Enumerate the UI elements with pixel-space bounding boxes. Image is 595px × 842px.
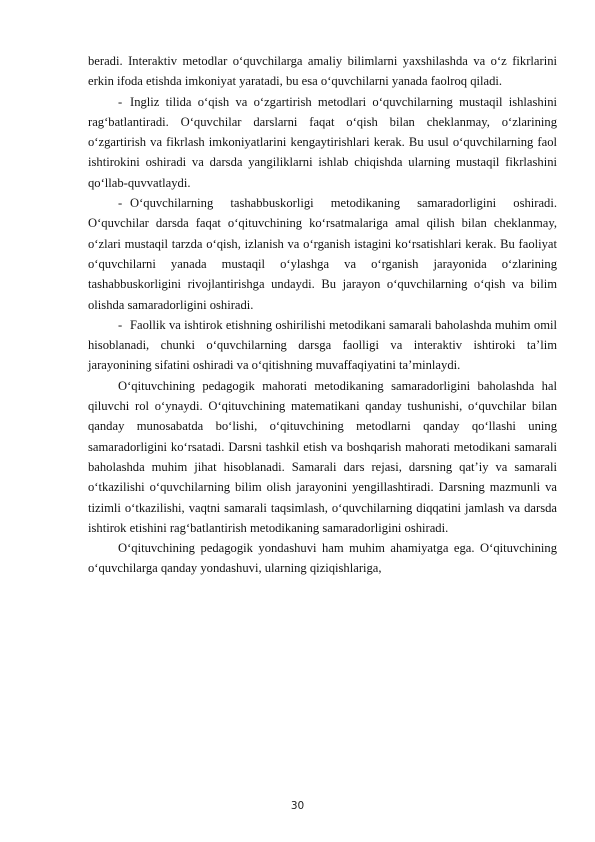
bullet-paragraph-4 [88, 315, 557, 376]
paragraph-text: O‘qituvchining pedagogik mahorati metodikaning samaradorligini baholashda hal qiluvchi rol o‘ynaydi. O‘qituvchining matematikani qanday tushunishi, o‘quvchilar bilan qanday munosabatda bo‘lishi, o‘qituvchining metodlarni qanday qo‘llashi uning samaradorligini ko‘rsatadi. Darsni tashkil etish va boshqarish mahorati metodikani samarali baholashda muhim jihat hisoblanadi. Samarali dars rejasi, darsning qat’iy va samarali o‘tkazilishi o‘quvchilarning bilim olish jarayonini yengillashtiradi. Darsning mazmunli va tizimli o‘tkazilishi, vaqtni samarali taqsimlash, o‘quvchilarning diqqatini jamlash va darsda ishtirok etishini rag‘batlantirish metodikaning samaradorligini oshiradi. [88, 378, 557, 535]
dash-bullet: - [118, 317, 123, 332]
paragraph-6 [88, 538, 557, 579]
paragraph-text: beradi. Interaktiv metodlar o‘quvchilarga amaliy bilimlarni yaxshilashda va o‘z fikrlarini erkin ifoda etishda imkoniyat yaratadi, bu esa o‘quvchilarni yanada faolroq qiladi. [88, 54, 557, 89]
bullet-paragraph-3 [88, 193, 557, 315]
page-number: 30 [290, 800, 305, 812]
paragraph-text: Faollik va ishtirok etishning oshirilishi metodikani samarali baholashda muhim omil hisoblanadi, chunki o‘quvchilarning darsga faolligi va interaktiv ishtiroki ta’lim jarayonining sifatini oshiradi va o‘qitishning muvaffaqiyatini ta’minlaydi. [88, 317, 557, 373]
paragraph-text: O‘qituvchining pedagogik yondashuvi ham muhim ahamiyatga ega. O‘qituvchining o‘quvchilarga qanday yondashuvi, ularning qiziqishlariga, [88, 541, 557, 576]
paragraph-1 [88, 51, 557, 92]
dash-bullet: - [118, 94, 123, 109]
paragraph-5 [88, 376, 557, 538]
dash-bullet: - [118, 196, 123, 211]
document-body [88, 51, 557, 579]
paragraph-text: Ingliz tilida o‘qish va o‘zgartirish metodlari o‘quvchilarning mustaqil ishlashini rag‘batlantiradi. O‘quvchilar darslarni faqat o‘qish bilan cheklanmay, o‘zlarining o‘zgartirish va fikrlash imkoniyatlarini kengaytirishlari kerak. Bu usul o‘quvchilarning faol ishtirokini oshiradi va darsda yangiliklarni ishlab chiqishda ularning mustaqil fikrlashini qo‘llab-quvvatlaydi. [88, 94, 557, 190]
bullet-paragraph-2 [88, 92, 557, 193]
paragraph-text: O‘quvchilarning tashabbuskorligi metodikaning samaradorligini oshiradi. O‘quvchilar darsda faqat o‘qituvchining ko‘rsatmalariga amal qilish bilan cheklanmay, o‘zlari mustaqil tarzda o‘qish, izlanish va o‘rganish istagini ko‘rsatishlari kerak. Bu faoliyat o‘quvchilarni yanada mustaqil o‘ylashga va o‘rganish jarayonida o‘zlarining tashabbuskorligini rivojlantirishga undaydi. Bu jarayon o‘quvchilarning o‘qish va bilim olishda samaradorligini oshiradi. [88, 196, 557, 312]
